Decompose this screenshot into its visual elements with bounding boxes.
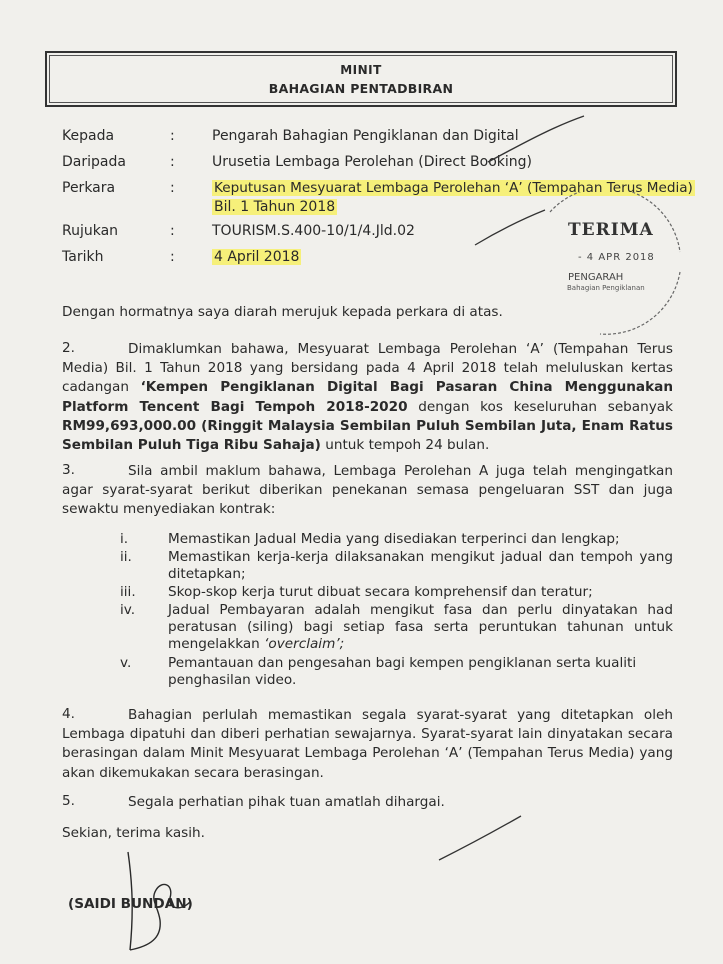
colon: : (170, 249, 175, 265)
rujukan-label: Rujukan (62, 223, 119, 239)
stamp-received-word: TERIMA (568, 220, 654, 240)
memo-page: MINIT BAHAGIAN PENTADBIRAN Kepada : Pengarah Bahagian Pengiklanan dan Digital Daripada : Urusetia Lembaga Perolehan (Direct Booking) Perkara : Keputusan Mesyuarat Lembaga Perolehan ‘A’ (Tempahan Terus Media) Bil. 1 Tahun 2018 Rujukan : TOURISM.S.400-10/1/4.Jld.02 Tarikh : 4 April 2018 TERIMA - 4 APR 2018 PENGARAH Bahagian Pengiklanan Dengan hormatnya saya diarah merujuk kepada perkara di atas. 2. Dimaklumkan bahawa, Mesyuarat Lembaga Perolehan ‘A’ (Tempahan Terus Media) Bil. 1 Tahun 2018 yang bersidang pada 4 April 2018 telah meluluskan kertas cadangan ‘Kempen Pengiklanan Digital Bagi Pasaran China Menggunakan Platform Tencent Bagi Tempoh 2018-2020 dengan kos keseluruhan sebanyak RM99,693,000.00 (Ringgit Malaysia Sembilan Puluh Sembilan Juta, Enam Ratus Sembilan Puluh Tiga Ribu Sahaja) untuk tempoh 24 bulan. 3. Sila ambil maklum bahawa, Lembaga Perolehan A juga telah mengingatkan agar syarat-syarat berikut diberikan penekanan semasa pengeluaran SST dan juga sewaktu menyediakan kontrak: i. Memastikan Jadual Media yang disediakan terperinci dan lengkap; ii. Memastikan kerja-kerja dilaksanakan mengikut jadual dan tempoh yang ditetapkan; iii. Skop-skop kerja turut dibuat secara komprehensif dan teratur; iv. Jadual Pembayaran adalah mengikut fasa dan perlu dinyatakan had peratusan (siling) bagi setiap fasa serta peruntukan tahunan untuk mengelakkan ‘overclaim’; v. Pemantauan dan pengesahan bagi kempen pengiklanan serta kualiti penghasilan video. 4. Bahagian perlulah memastikan segala syarat-syarat yang ditetapkan oleh Lembaga dipatuhi dan diberi perhatian sewajarnya. Syarat-syarat lain dinyatakan secara berasingan dalam Minit Mesyuarat Lembaga Perolehan ‘A’ (Tempahan Terus Media) yang akan dikemukakan secara berasingan. 5. Segala perhatian pihak tuan amatlah dihargai. Sekian, terima kasih. (SAIDI BUNDAN) (0, 0, 723, 964)
daripada-value: Urusetia Lembaga Perolehan (Direct Booking) (212, 154, 533, 170)
stamp-title: PENGARAH (568, 272, 624, 283)
colon: : (170, 223, 175, 239)
memo-title: MINIT (340, 63, 382, 77)
tarikh-value: 4 April 2018 (214, 249, 300, 265)
perkara-value-line1: Keputusan Mesyuarat Lembaga Perolehan ‘A’ (Tempahan Terus Media) (214, 180, 693, 196)
perkara-label: Perkara (62, 180, 116, 196)
paragraph-number: 3. (62, 462, 75, 478)
tarikh-label: Tarikh (62, 249, 104, 265)
paragraph-2: Dimaklumkan bahawa, Mesyuarat Lembaga Perolehan ‘A’ (Tempahan Terus Media) Bil. 1 Tahun 2018 yang bersidang pada 4 April 2018 telah meluluskan kertas cadangan ‘Kempen Pengiklanan Digital Bagi Pasaran China Menggunakan Platform Tencent Bagi Tempoh 2018-2020 dengan kos keseluruhan sebanyak RM99,693,000.00 (Ringgit Malaysia Sembilan Puluh Sembilan Juta, Enam Ratus Sembilan Puluh Tiga Ribu Sahaja) untuk tempoh 24 bulan. (62, 341, 673, 454)
colon: : (170, 128, 175, 144)
paragraph-5: Segala perhatian pihak tuan amatlah dihargai. (128, 794, 445, 810)
colon: : (170, 180, 175, 196)
stamp-department: Bahagian Pengiklanan (567, 284, 645, 292)
perkara-value-line2: Bil. 1 Tahun 2018 (214, 199, 336, 215)
stamp-date: - 4 APR 2018 (578, 252, 655, 263)
paragraph-3: Sila ambil maklum bahawa, Lembaga Perolehan A juga telah mengingatkan agar syarat-syarat berikut diberikan penekanan semasa pengeluaran SST dan juga sewaktu menyediakan kontrak: (62, 463, 673, 518)
department-title: BAHAGIAN PENTADBIRAN (268, 81, 454, 96)
memo-header-box (45, 51, 677, 107)
handwritten-stroke (435, 812, 525, 864)
paragraph-number: 5. (62, 793, 75, 809)
paragraph-number: 4. (62, 706, 75, 722)
paragraph-number: 2. (62, 340, 75, 356)
paragraph-4: Bahagian perlulah memastikan segala syarat-syarat yang ditetapkan oleh Lembaga dipatuhi dan diberi perhatian sewajarnya. Syarat-syarat lain dinyatakan secara berasingan dalam Minit Mesyuarat Lembaga Perolehan ‘A’ (Tempahan Terus Media) yang akan dikemukakan secara berasingan. (62, 707, 673, 781)
colon: : (170, 154, 175, 170)
kepada-label: Kepada (62, 128, 115, 144)
rujukan-value: TOURISM.S.400-10/1/4.Jld.02 (212, 223, 415, 239)
opening-line: Dengan hormatnya saya diarah merujuk kepada perkara di atas. (62, 304, 503, 320)
daripada-label: Daripada (62, 154, 126, 170)
closing-line: Sekian, terima kasih. (62, 825, 205, 841)
handwritten-stroke (480, 110, 590, 170)
kepada-value: Pengarah Bahagian Pengiklanan dan Digital (212, 128, 519, 144)
signatory-name: (SAIDI BUNDAN) (68, 896, 193, 912)
